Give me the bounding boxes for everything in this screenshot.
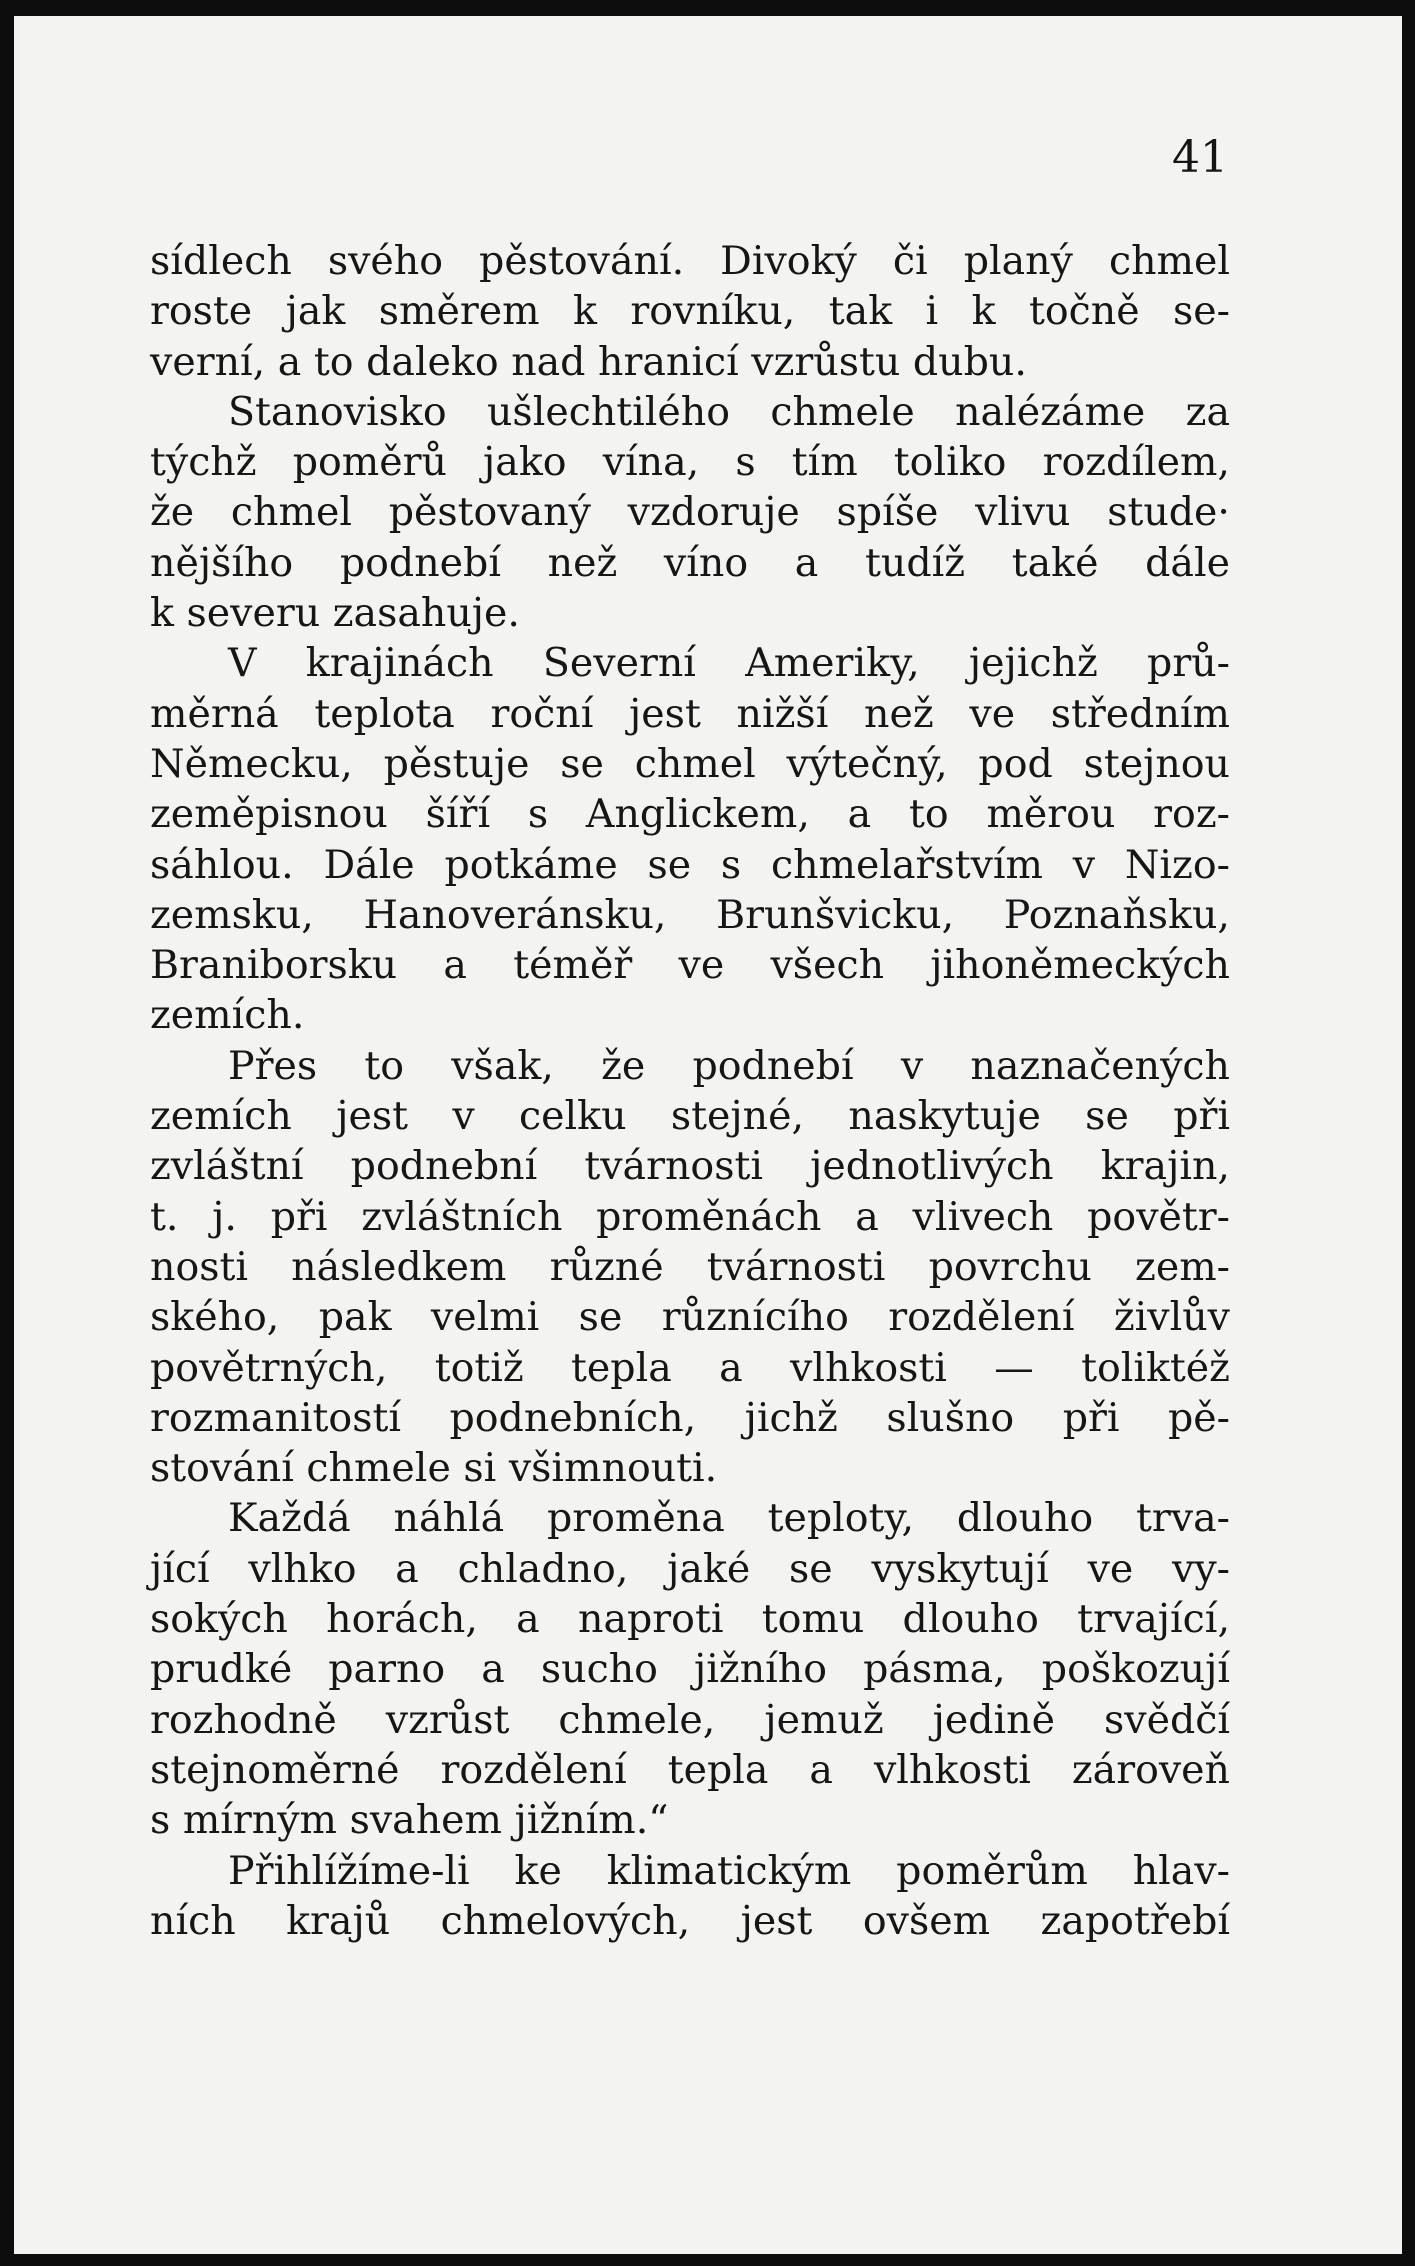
text-line: k severu zasahuje. xyxy=(150,590,520,637)
text-line: stování chmele si všimnouti. xyxy=(150,1445,718,1492)
text-line: ních krajů chmelových, jest ovšem zapotřebí xyxy=(150,1897,1230,1944)
text-line: zvláštní podnební tvárnosti jednotlivých krajin, xyxy=(150,1143,1230,1190)
text-line: prudké parno a sucho jižního pásma, poškozují xyxy=(150,1646,1230,1693)
text-line: Přihlížíme-li ke klimatickým poměrům hlav- xyxy=(228,1847,1230,1894)
text-line: nosti následkem různé tvárnosti povrchu zem- xyxy=(150,1243,1230,1290)
text-line: Německu, pěstuje se chmel výtečný, pod stejnou xyxy=(150,740,1230,787)
text-line: verní, a to daleko nad hranicí vzrůstu dubu. xyxy=(150,338,1027,385)
book-page xyxy=(14,16,1402,2254)
text-line: s mírným svahem jižním.“ xyxy=(150,1797,669,1844)
page-number: 41 xyxy=(1172,132,1228,183)
text-line: povětrných, totiž tepla a vlhkosti — toliktéž xyxy=(150,1344,1230,1391)
text-line: měrná teplota roční jest nižší než ve středním xyxy=(150,690,1230,737)
text-line: zemích. xyxy=(150,992,305,1039)
text-line: jící vlhko a chladno, jaké se vyskytují ve vy- xyxy=(150,1545,1230,1592)
text-line: nějšího podnebí než víno a tudíž také dále xyxy=(150,539,1230,586)
text-line: t. j. při zvláštních proměnách a vlivech povětr- xyxy=(150,1193,1230,1240)
text-line: Každá náhlá proměna teploty, dlouho trva- xyxy=(228,1495,1230,1542)
text-line: zemsku, Hanoveránsku, Brunšvicku, Poznaňsku, xyxy=(150,891,1230,938)
text-line: Braniborsku a téměř ve všech jihoněmeckých xyxy=(150,942,1230,989)
text-line: ského, pak velmi se různícího rozdělení živlův xyxy=(150,1294,1230,1341)
text-line: stejnoměrné rozdělení tepla a vlhkosti zároveň xyxy=(150,1746,1230,1793)
text-line: sídlech svého pěstování. Divoký či planý chmel xyxy=(150,238,1230,284)
text-line: zemích jest v celku stejné, naskytuje se při xyxy=(150,1093,1230,1140)
text-line: Stanovisko ušlechtilého chmele nalézáme za xyxy=(228,388,1230,435)
text-line: Přes to však, že podnebí v naznačených xyxy=(228,1042,1230,1089)
text-line: že chmel pěstovaný vzdoruje spíše vlivu stude· xyxy=(150,489,1230,536)
text-line: V krajinách Severní Ameriky, jejichž prů- xyxy=(228,640,1230,687)
text-line: zeměpisnou šíří s Anglickem, a to měrou roz- xyxy=(150,791,1230,838)
text-line: roste jak směrem k rovníku, tak i k točně se- xyxy=(150,288,1230,335)
text-line: rozhodně vzrůst chmele, jemuž jedině svědčí xyxy=(150,1696,1230,1743)
text-line: sáhlou. Dále potkáme se s chmelařstvím v Nizo- xyxy=(150,841,1230,888)
text-line: sokých horách, a naproti tomu dlouho trvající, xyxy=(150,1596,1230,1643)
text-line: rozmanitostí podnebních, jichž slušno při pě- xyxy=(150,1394,1230,1441)
text-line: týchž poměrů jako vína, s tím toliko rozdílem, xyxy=(150,439,1230,486)
body-text xyxy=(150,236,1230,1946)
